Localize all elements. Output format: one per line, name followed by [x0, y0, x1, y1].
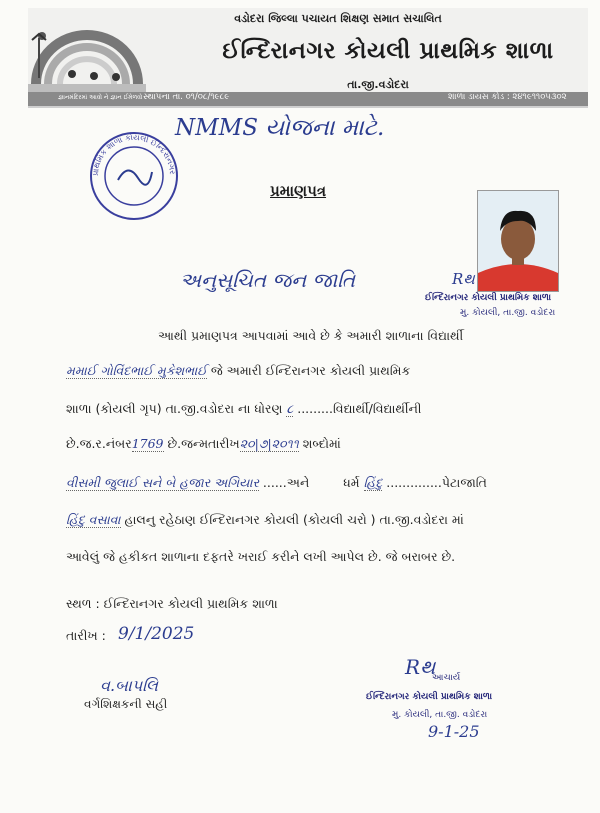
student-grade: ૮ — [286, 401, 294, 416]
teacher-signature: વ.બાપલિ — [100, 676, 158, 695]
school-round-stamp — [88, 130, 180, 222]
religion-label: ધર્મ — [343, 475, 360, 490]
issue-date: 9/1/2025 — [118, 624, 195, 644]
subcaste: હિંદુ વસાવા — [66, 512, 121, 527]
photo-stamp-line1: ઈન્દિરાનગર કોયલી પ્રાથમિક શાળા — [425, 293, 552, 303]
birth-date: ૨૦|૭|૨૦૧૧ — [239, 436, 299, 451]
residence-text: હાલનુ રહેઠાણ ઈન્દિરાનગર કોયલી (કોયલી ચરો ) તા.જી.વડોદરા માં — [124, 512, 464, 527]
body-line-3: શાળા (કોયલી ગૃપ) તા.જી.વડોદરા ના ધોરણ ૮ .........વિદ્યાર્થી/વિદ્યાર્થીની — [66, 401, 422, 416]
school-name: ઈન્દિરાનગર કોયલી પ્રાથમિક શાળા — [222, 38, 554, 64]
student-name: મમાઈ ગોવિંદભાઈ મુકેશભાઈ — [66, 363, 207, 378]
svg-text:પ્રાથમિક શાળા કોયલી ઈન્દિરાનગર: પ્રાથમિક શાળા કોયલી ઈન્દિરાનગર — [90, 132, 178, 177]
headmaster-signature: Rથ — [405, 655, 436, 679]
student-label: વિદ્યાર્થી/વિદ્યાર્થીની — [332, 401, 422, 416]
school-logo — [28, 22, 146, 96]
gr-label: છે.જ.ર.નંબર — [66, 436, 132, 451]
date-label: તારીખ : — [66, 628, 106, 643]
words-label: શબ્દોમાં — [302, 436, 341, 451]
verification-text: આવેલું જે હકીકત શાળાના દફતરે ખરાઈ કરીને લખી આપેલ છે. જે બરાબર છે. — [66, 549, 456, 564]
birthdate-label: છે.જન્મતારીખ — [167, 436, 240, 451]
teacher-signature-label: વર્ગશિક્ષકની સહી — [84, 697, 168, 711]
subcaste-label: પેટાજાતિ — [441, 475, 487, 490]
school-motto: જ્ઞાનમંદિરમાં આવો ને જ્ઞાન ઈમેળવો — [58, 94, 143, 101]
caste-category: અનુસૂચિત જન જાતિ — [180, 268, 356, 292]
place-line: સ્થળ : ઈન્દિરાનગર કોયલી પ્રાથમિક શાળા — [66, 596, 278, 611]
school-text: જે અમારી ઈન્દિરાનગર કોયલી પ્રાથમિક — [210, 363, 411, 378]
establishment-date: સ્થાપના તા. ૦૧/૦૮/૧૯૮૯ — [143, 92, 230, 102]
headmaster-label: આચાર્ય — [432, 673, 461, 683]
grade-text: શાળા (કોયલી ગૃપ) તા.જી.વડોદરા ના ધોરણ — [66, 401, 283, 416]
body-line-5: વીસમી જુલાઈ સને બે હજાર અગિયાર ......અને ધર્મ હિંદુ ..............પેટાજાતિ — [66, 475, 487, 490]
letterhead — [28, 8, 588, 108]
body-line-2 — [66, 362, 571, 380]
body-line-7 — [66, 548, 571, 566]
and-text: અને — [286, 475, 310, 490]
gr-number: 1769 — [131, 436, 164, 451]
religion: હિંદુ — [363, 475, 383, 490]
photo-stamp-line2: મુ. કોયલી, તા.જી. વડોદરા — [460, 308, 556, 318]
body-line-6 — [66, 511, 571, 529]
student-photo — [477, 190, 559, 292]
body-line-1 — [158, 327, 578, 345]
certificate-title: પ્રમાણપત્ર — [270, 182, 327, 200]
dise-code: શાળા ડાયસ કોડ : ૨૪૧૯૧૧૦૫૩૦૨ — [448, 92, 567, 102]
birth-date-words: વીસમી જુલાઈ સને બે હજાર અગિયાર — [66, 475, 259, 490]
district-council-text: વડોદરા જિલ્લા પચાયત શિક્ષણ સમાત સચાલિત — [234, 12, 442, 25]
nmms-note: NMMS યોજના માટે. — [175, 115, 385, 141]
taluka-text: તા.જી.વડોદરા — [347, 78, 409, 91]
photo-signature: Rથ — [452, 270, 475, 288]
headmaster-stamp-line2: મુ. કોયલી, તા.જી. વડોદરા — [392, 710, 488, 720]
headmaster-date: 9-1-25 — [428, 722, 480, 741]
intro-text: આથી પ્રમાણપત્ર આપવામાં આવે છે કે અમારી શાળાના વિદ્યાર્થી — [158, 328, 464, 343]
body-line-4 — [66, 435, 571, 453]
headmaster-stamp-line1: ઈન્દિરાનગર કોયલી પ્રાથમિક શાળા — [366, 692, 493, 702]
